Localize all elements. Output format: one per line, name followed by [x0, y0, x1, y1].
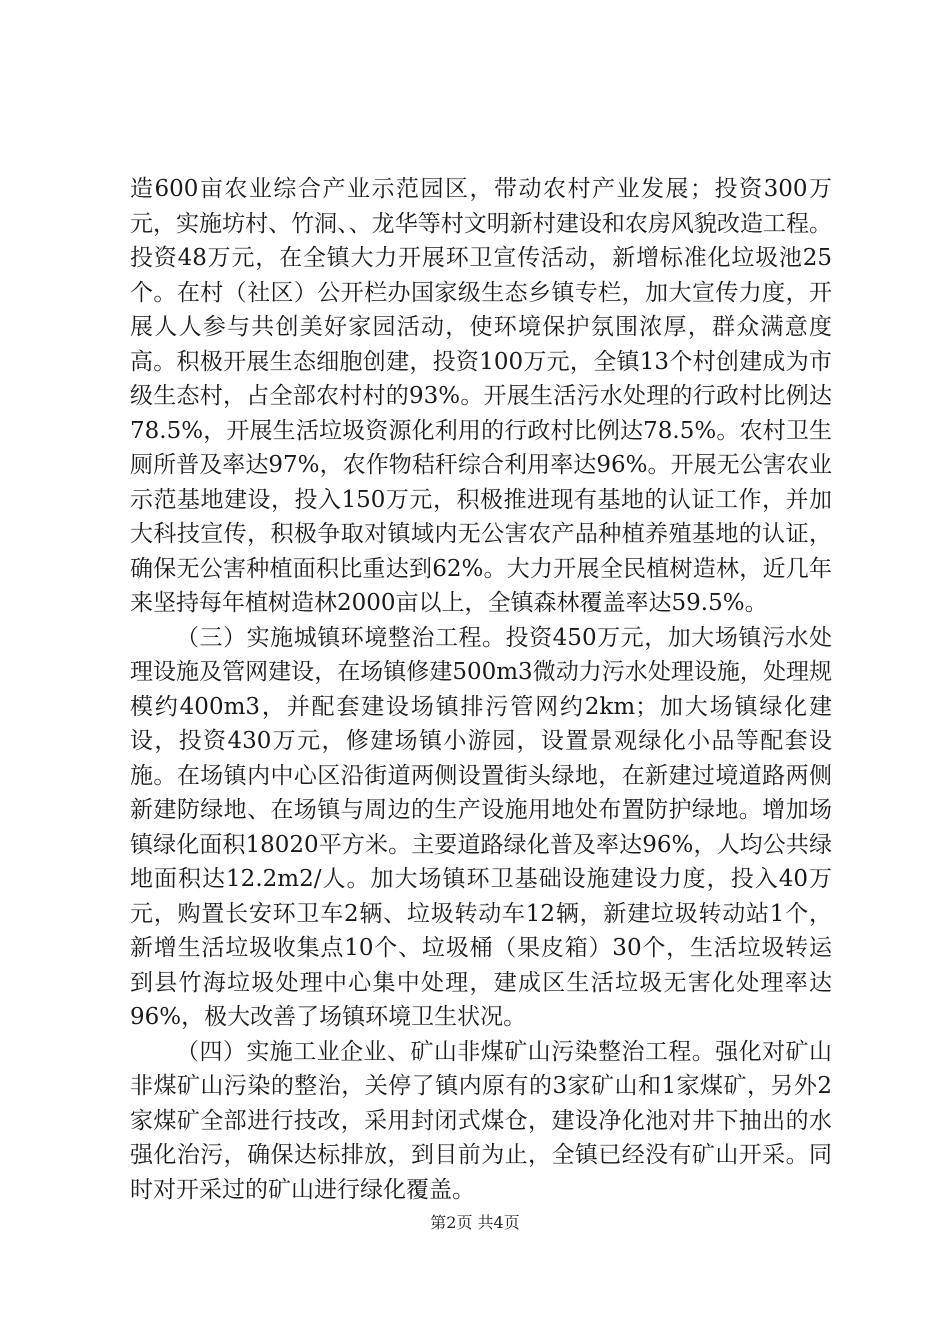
paragraph-section-four: （四）实施工业企业、矿山非煤矿山污染整治工程。强化对矿山非煤矿山污染的整治，关停了镇内原有的3家矿山和1家煤矿，另外2家煤矿全部进行技改，采用封闭式煤仓，建设净化池对井下抽出的水强化治污，确保达标排放，到目前为止，全镇已经没有矿山开采。同时对开采过的矿山进行绿化覆盖。 — [130, 1038, 832, 1203]
page-number-footer: 第2页 共4页 — [430, 1213, 520, 1232]
paragraph-continuation: 造600亩农业综合产业示范园区，带动农村产业发展；投资300万元，实施坊村、竹洞、、龙华等村文明新村建设和农房风貌改造工程。投资48万元，在全镇大力开展环卫宣传活动，新增标准化垃圾池25个。在村（社区）公开栏办国家级生态乡镇专栏，加大宣传力度，开展人人参与共创美好家园活动，使环境保护氛围浓厚，群众满意度高。积极开展生态细胞创建，投资100万元，全镇13个村创建成为市级生态村，占全部农村村的93%。开展生活污水处理的行政村比例达78.5%，开展生活垃圾资源化利用的行政村比例达78.5%。农村卫生厕所普及率达97%，农作物秸秆综合利用率达96%。开展无公害农业示范基地建设，投入150万元，积极推进现有基地的认证工作，并加大科技宣传，积极争取对镇域内无公害农产品种植养殖基地的认证，确保无公害种植面积比重达到62%。大力开展全民植树造林，近几年来坚持每年植树造林2000亩以上，全镇森林覆盖率达59.5%。 — [130, 176, 832, 616]
document-body — [130, 172, 832, 1207]
paragraph-section-three: （三）实施城镇环境整治工程。投资450万元，加大场镇污水处理设施及管网建设，在场镇修建500m3微动力污水处理设施，处理规模约400m3，并配套建设场镇排污管网约2km；加大场镇绿化建设，投资430万元，修建场镇小游园，设置景观绿化小品等配套设施。在场镇内中心区沿街道两侧设置街头绿地，在新建过境道路两侧新建防绿地、在场镇与周边的生产设施用地处布置防护绿地。增加场镇绿化面积18020平方米。主要道路绿化普及率达96%，人均公共绿地面积达12.2m2/人。加大场镇环卫基础设施建设力度，投入40万元，购置长安环卫车2辆、垃圾转动车12辆，新建垃圾转动站1个，新增生活垃圾收集点10个、垃圾桶（果皮箱）30个，生活垃圾转运到县竹海垃圾处理中心集中处理，建成区生活垃圾无害化处理率达96%，极大改善了场镇环境卫生状况。 — [130, 624, 832, 1030]
